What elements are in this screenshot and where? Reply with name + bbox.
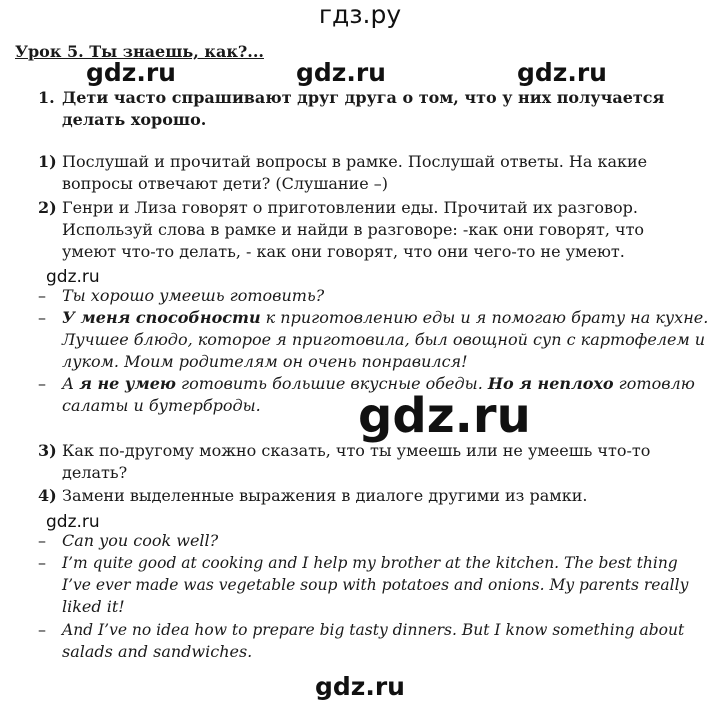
dialogue-dash: – [38,308,46,327]
dialogue-dash: – [38,531,46,550]
dialogue-line: And I’ve no idea how to prepare big tasty dinners. But I know something about [62,621,685,639]
watermark: gdz.ru [46,512,100,532]
dialogue-line: Ты хорошо умеешь готовить? [62,286,325,305]
dialogue-line: Лучшее блюдо, которое я приготовила, был овощной суп с картофелем и [62,330,706,349]
task-number: 1. [38,88,55,107]
subtask-text: Используй слова в рамке и найди в разговоре: -как они говорят, что [62,220,645,239]
watermark: gdz.ru [46,267,100,287]
dialogue-line: liked it! [62,597,125,616]
dialogue-line: У меня способности к приготовлению еды и я помогаю брату на кухне. [62,308,709,327]
dialogue-line: А я не умею готовить большие вкусные обеды. Но я неплохо готовлю [62,374,695,393]
dialogue-dash: – [38,553,46,572]
dialogue-dash: – [38,374,46,393]
subtask-number: 2) [38,198,57,217]
watermark: gdz.ru [315,672,405,701]
subtask-text: Как по-другому можно сказать, что ты умеешь или не умеешь что-то [62,441,651,460]
dialogue-line: I’m quite good at cooking and I help my brother at the kitchen. The best thing [62,554,678,572]
highlighted-phrase: я не умею [79,374,176,393]
highlighted-phrase: У меня способности [62,308,261,327]
subtask-number: 1) [38,152,57,171]
watermark: gdz.ru [296,58,386,87]
subtask-text: вопросы отвечают дети? (Слушание –) [62,174,389,193]
lesson-title: Урок 5. Ты знаешь, как?... [15,42,264,61]
watermark: gdz.ru [86,58,176,87]
dialogue-line: луком. Моим родителям он очень понравился! [62,352,468,371]
dialogue-dash: – [38,620,46,639]
subtask-text: Генри и Лиза говорят о приготовлении еды. Прочитай их разговор. [62,198,638,217]
dialogue-line: Can you cook well? [62,531,219,550]
subtask-number: 4) [38,486,57,505]
subtask-text: умеют что-то делать, - как они говорят, что они чего-то не умеют. [62,242,625,261]
subtask-text: Послушай и прочитай вопросы в рамке. Послушай ответы. На какие [62,152,648,171]
subtask-text: делать? [62,463,128,482]
task-text: Дети часто спрашивают друг друга о том, что у них получается [62,88,665,107]
dialogue-dash: – [38,286,46,305]
dialogue-line: салаты и бутерброды. [62,396,261,415]
highlighted-phrase: Но я неплохо [487,374,614,393]
task-text: делать хорошо. [62,110,207,129]
dialogue-line: I’ve ever made was vegetable soup with potatoes and onions. My parents really [62,576,689,594]
subtask-text: Замени выделенные выражения в диалоге другими из рамки. [62,486,588,505]
watermark: gdz.ru [517,58,607,87]
subtask-number: 3) [38,441,57,460]
dialogue-line: salads and sandwiches. [62,642,253,661]
site-title: гдз.ру [318,0,402,29]
watermark: gdz.ru [358,388,531,444]
